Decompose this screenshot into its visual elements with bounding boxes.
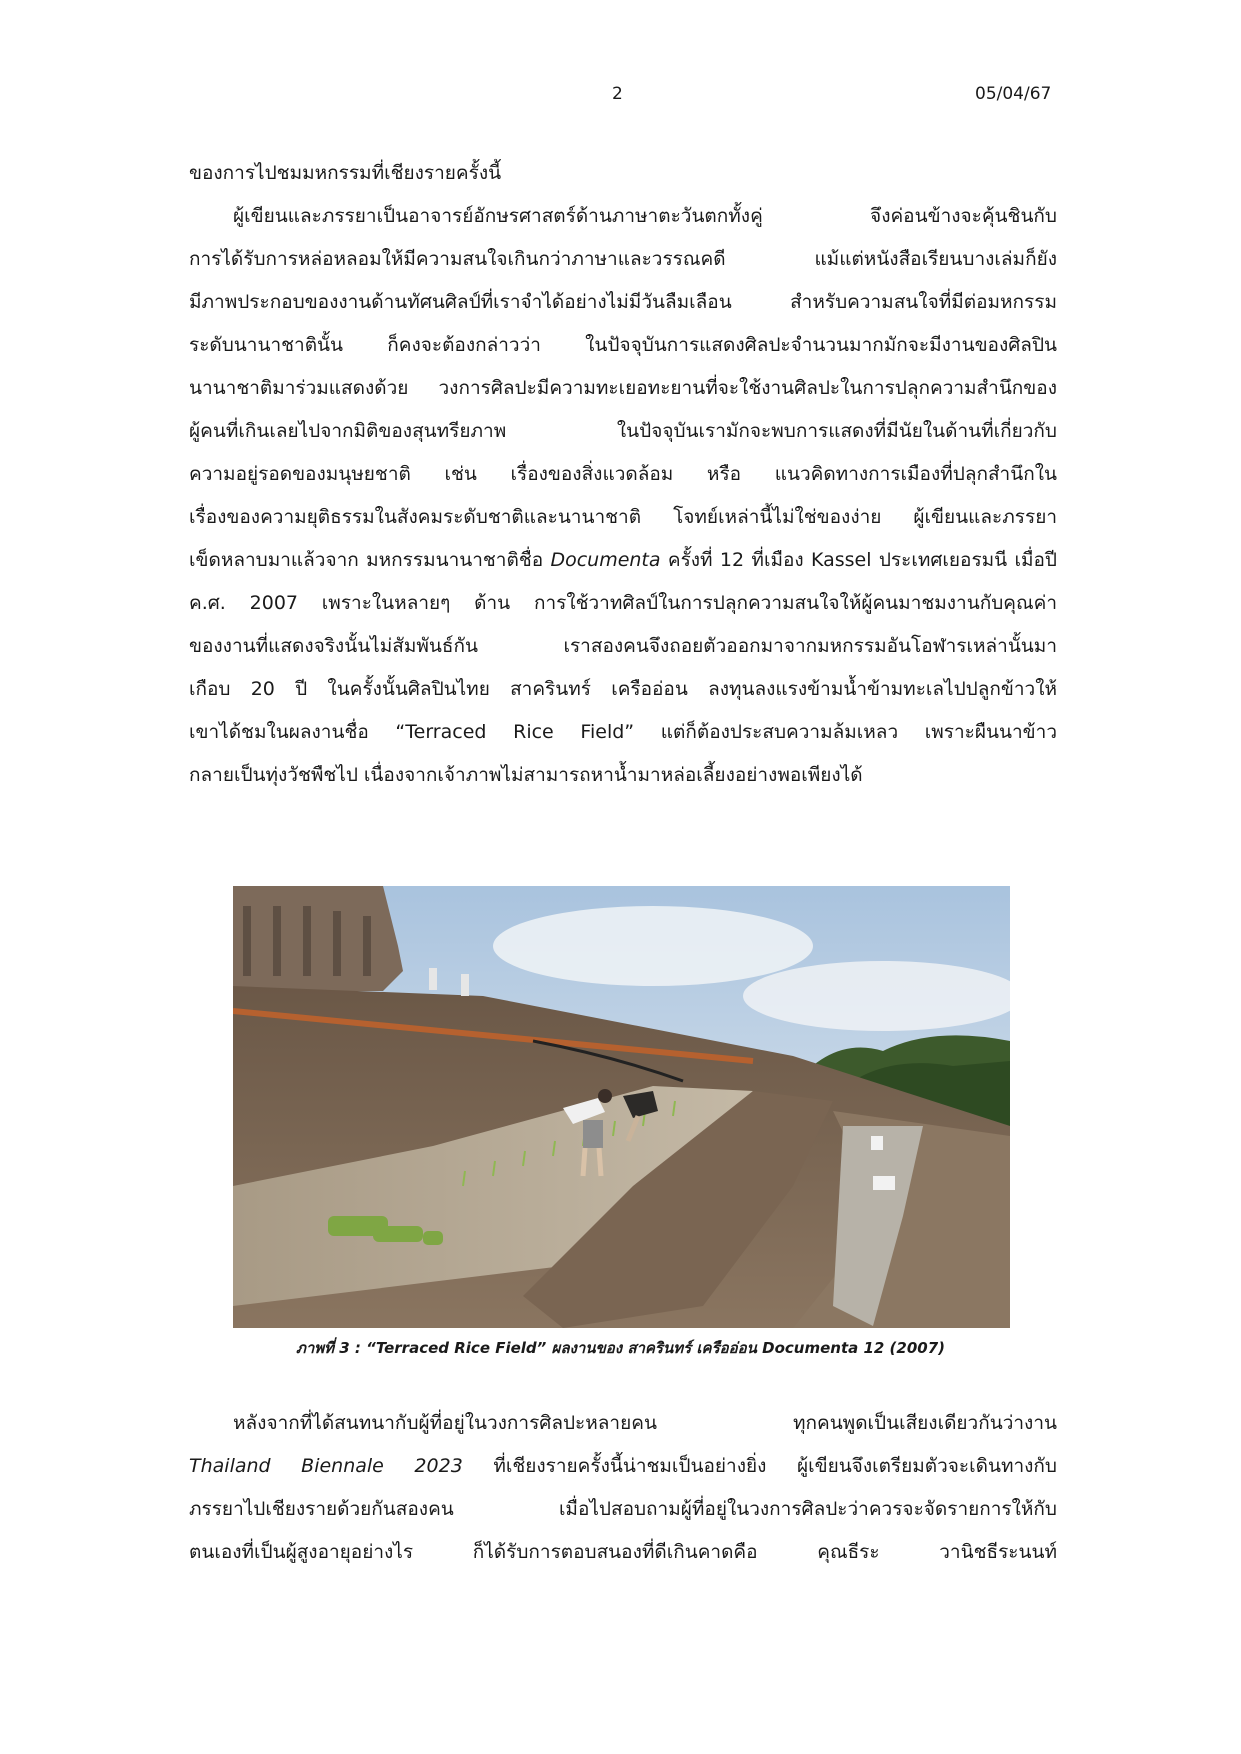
paragraph-1	[189, 152, 1057, 797]
figure-caption: ภาพที่ 3 : “Terraced Rice Field” ผลงานของ สาครินทร์ เครืออ่อน Documenta 12 (2007)	[295, 1339, 946, 1357]
text-segment: ครั้งที่ 12 ที่เมือง Kassel ประเทศเยอรมนี เมื่อปี	[660, 549, 1057, 571]
text-line: ผู้เขียนและภรรยาเป็นอาจารย์อักษรศาสตร์ด้านภาษาตะวันตกทั้งคู่ จึงค่อนข้างจะคุ้นชินกับ	[233, 205, 1057, 227]
text-line	[189, 539, 1057, 582]
text-line: เขาได้ชมในผลงานชื่อ “Terraced Rice Field” แต่ก็ต้องประสบความล้มเหลว เพราะผืนนาข้าว	[189, 721, 1057, 743]
text-line: มีภาพประกอบของงานด้านทัศนศิลป์ที่เราจำได้อย่างไม่มีวันลืมเลือน สำหรับความสนใจที่มีต่อมหกรรม	[189, 291, 1057, 313]
text-line: ค.ศ. 2007 เพราะในหลายๆ ด้าน การใช้วาทศิลป์ในการปลุกความสนใจให้ผู้คนมาชมงานกับคุณค่า	[189, 592, 1057, 614]
text-line: หลังจากที่ได้สนทนากับผู้ที่อยู่ในวงการศิลปะหลายคน ทุกคนพูดเป็นเสียงเดียวกันว่างาน	[233, 1412, 1057, 1434]
text-line: ของงานที่แสดงจริงนั้นไม่สัมพันธ์กัน เราสองคนจึงถอยตัวออกมาจากมหกรรมอันโอฬารเหล่านั้นมา	[189, 635, 1057, 657]
text-line: เกือบ 20 ปี ในครั้งนั้นศิลปินไทย สาครินทร์ เครืออ่อน ลงทุนลงแรงข้ามน้ำข้ามทะเลไปปลูกข้าวให้	[189, 678, 1057, 700]
biennale-italic: Thailand Biennale 2023	[189, 1455, 463, 1477]
page-number: 2	[612, 84, 623, 104]
text-line	[189, 1445, 1057, 1488]
text-line: ความอยู่รอดของมนุษยชาติ เช่น เรื่องของสิ่งแวดล้อม หรือ แนวคิดทางการเมืองที่ปลุกสำนึกใน	[189, 463, 1057, 485]
text-line: กลายเป็นทุ่งวัชพืชไป เนื่องจากเจ้าภาพไม่สามารถหาน้ำมาหล่อเลี้ยงอย่างพอเพียงได้	[189, 764, 863, 786]
text-line: เรื่องของความยุติธรรมในสังคมระดับชาติและนานาชาติ โจทย์เหล่านี้ไม่ใช่ของง่าย ผู้เขียนและภรรยา	[189, 506, 1057, 528]
page-header	[0, 84, 1241, 114]
text-line: การได้รับการหล่อหลอมให้มีความสนใจเกินกว่าภาษาและวรรณคดี แม้แต่หนังสือเรียนบางเล่มก็ยัง	[189, 248, 1057, 270]
text-segment: เข็ดหลาบมาแล้วจาก มหกรรมนานาชาติชื่อ	[189, 549, 551, 571]
text-line: ภรรยาไปเชียงรายด้วยกันสองคน เมื่อไปสอบถามผู้ที่อยู่ในวงการศิลปะว่าควรจะจัดรายการให้กับ	[189, 1498, 1057, 1520]
text-segment: ที่เชียงรายครั้งนี้น่าชมเป็นอย่างยิ่ง ผู้เขียนจึงเตรียมตัวจะเดินทางกับ	[462, 1455, 1057, 1477]
documenta-italic: Documenta	[550, 549, 661, 571]
page-date: 05/04/67	[975, 84, 1052, 104]
text-line: ผู้คนที่เกินเลยไปจากมิติของสุนทรียภาพ ในปัจจุบันเรามักจะพบการแสดงที่มีนัยในด้านที่เกี่ยวกับ	[189, 420, 1057, 442]
text-line: ของการไปชมมหกรรมที่เชียงรายครั้งนี้	[189, 162, 502, 184]
rice-field-photo	[233, 886, 1010, 1328]
text-line: นานาชาติมาร่วมแสดงด้วย วงการศิลปะมีความทะเยอทะยานที่จะใช้งานศิลปะในการปลุกความสำนึกของ	[189, 377, 1057, 399]
paragraph-2	[189, 1402, 1057, 1574]
text-line: ระดับนานาชาตินั้น ก็คงจะต้องกล่าวว่า ในปัจจุบันการแสดงศิลปะจำนวนมากมักจะมีงานของศิลปิน	[189, 334, 1057, 356]
text-line: ตนเองที่เป็นผู้สูงอายุอย่างไร ก็ได้รับการตอบสนองที่ดีเกินคาดคือ คุณธีระ วานิชธีระนนท์	[189, 1541, 1057, 1563]
